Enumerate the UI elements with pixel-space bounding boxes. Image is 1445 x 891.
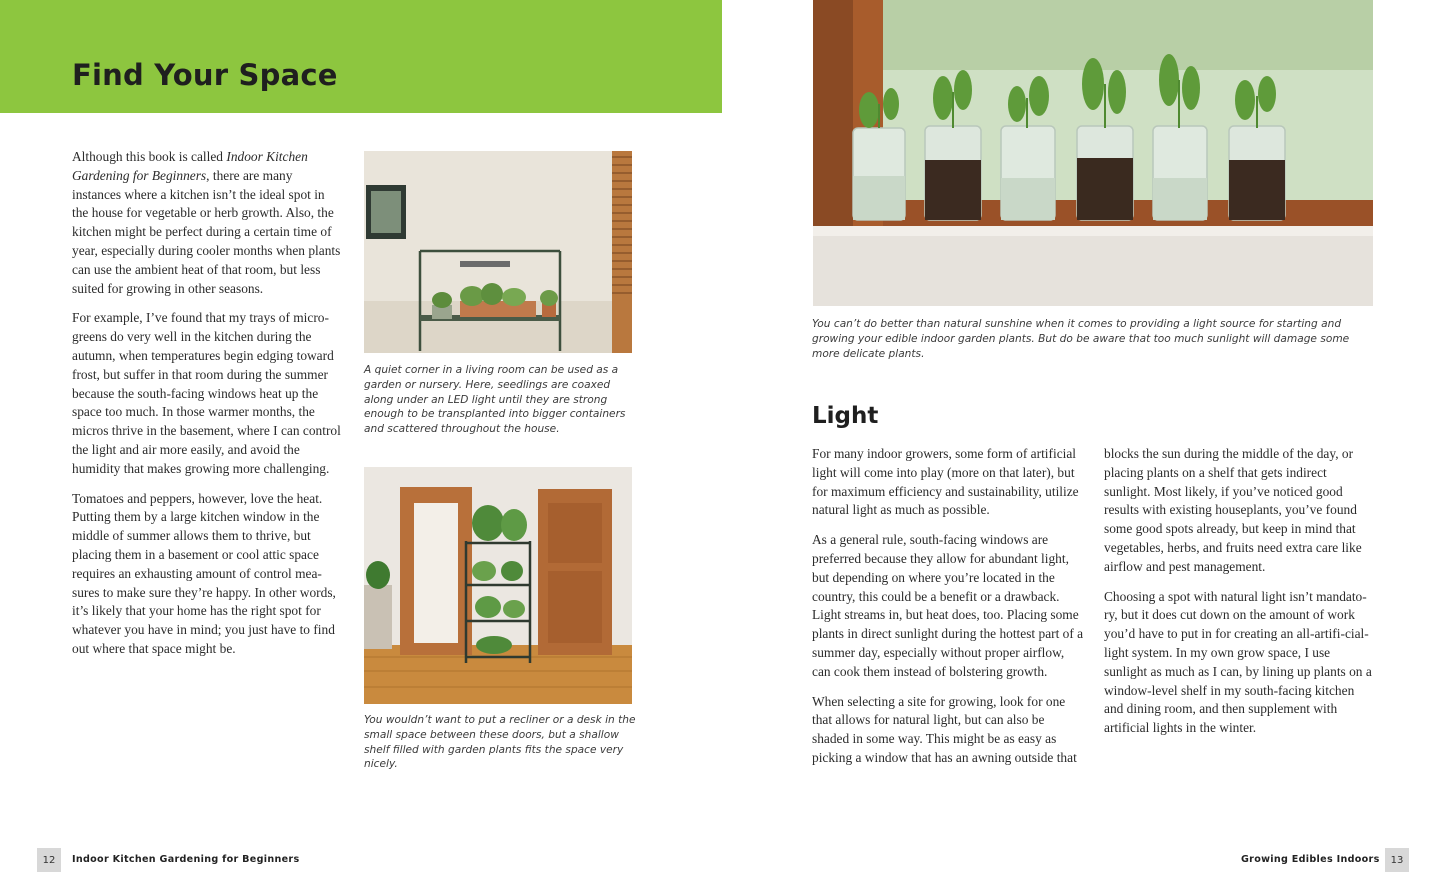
body-paragraph: Tomatoes and peppers, however, love the heat. Putting them by a large kitchen window in the middle of summer allows them to thrive, but placing them in a basement or cool attic space requires an exhausting amount of control mea-sures to make sure they’re happy. In other words, it’s likely that your home has the right spot for whatever you have in mind; you just have to find out where that space might be.	[72, 490, 336, 656]
left-body-column	[72, 148, 344, 670]
right-body-column-1	[812, 445, 1084, 779]
body-paragraph: When selecting a site for growing, look for one that allows for natural light, but can also be shaded in some way. This might be as easy as picking a window that has an awning outside that	[812, 693, 1077, 765]
page-number: 12	[37, 848, 61, 872]
page-number: 13	[1385, 848, 1409, 872]
body-paragraph: As a general rule, south-facing windows are preferred because they allow for abundant light, but depending on where you’re located in the country, this could be a benefit or a drawback. Light streams in, but heat does, too. Placing some plants in direct sunlight during the hottest part of a summer day, especially without proper airflow, can cook them instead of bolstering growth.	[812, 532, 1084, 679]
running-head: Growing Edibles Indoors	[1241, 854, 1380, 865]
body-paragraph: For many indoor growers, some form of artificial light will come into play (more on that later), but for maximum efficiency and sustainability, utilize natural light as much as possible.	[812, 446, 1079, 518]
body-paragraph: blocks the sun during the middle of the day, or placing plants on a shelf that gets indirect sunlight. Most likely, if you’ve noticed good results with existing houseplants, you’ve found some good spots already, but keep in mind that vegetables, herbs, and fruits need extra care like airflow and pest management.	[1104, 446, 1362, 574]
windowsill-jars-photo	[813, 0, 1373, 306]
right-body-column-2	[1104, 445, 1376, 749]
photo-caption: You can’t do better than natural sunshine when it comes to providing a light source for starting and growing your edible indoor garden plants. But do be aware that too much sunlight will damage some more delicate plants.	[812, 318, 1350, 360]
body-paragraph: For example, I’ve found that my trays of micro-greens do very well in the kitchen during the autumn, when temperatures begin edging toward frost, but suffer in that room during the summer because the south-facing windows heat up the space too much. In those warmer months, the micros thrive in the basement, where I can control the light and air more easily, and avoid the humidity that makes growing more challenging.	[72, 310, 341, 476]
running-head: Indoor Kitchen Gardening for Beginners	[72, 854, 300, 865]
photo-caption: You wouldn’t want to put a recliner or a desk in the small space between these doors, but a shallow shelf filled with garden plants fits the space very nicely.	[364, 714, 636, 771]
section-heading-light: Light	[812, 403, 879, 429]
body-paragraph: Although this book is called Indoor Kitchen Gardening for Beginners, there are many instances where a kitchen isn’t the ideal spot in the house for vegetable or herb growth. Also, the kitchen might be perfect during a certain time of year, especially during cooler months when plants can use the ambient heat of that room, but less suited for growing in other seasons.	[72, 149, 341, 296]
page-title: Find Your Space	[72, 58, 338, 92]
photo-caption: A quiet corner in a living room can be used as a garden or nursery. Here, seedlings are coaxed along under an LED light until they are strong enough to be transplanted into bigger containers and scattered throughout the house.	[364, 364, 626, 436]
title-band	[0, 0, 722, 113]
body-paragraph: Choosing a spot with natural light isn’t mandato-ry, but it does cut down on the amount of work you’d have to put in for creating an all-artifi-cial-light system. In my own grow space, I use sunlight as much as I can, by lining up plants on a window-level shelf in my south-facing kitchen and dining room, and then supplement with artificial lights in the winter.	[1104, 588, 1372, 736]
doors-shelf-photo	[364, 467, 632, 704]
grow-shelf-photo	[364, 151, 632, 353]
book-title-emphasis: Indoor Kitchen Gardening for Beginners	[72, 149, 308, 183]
